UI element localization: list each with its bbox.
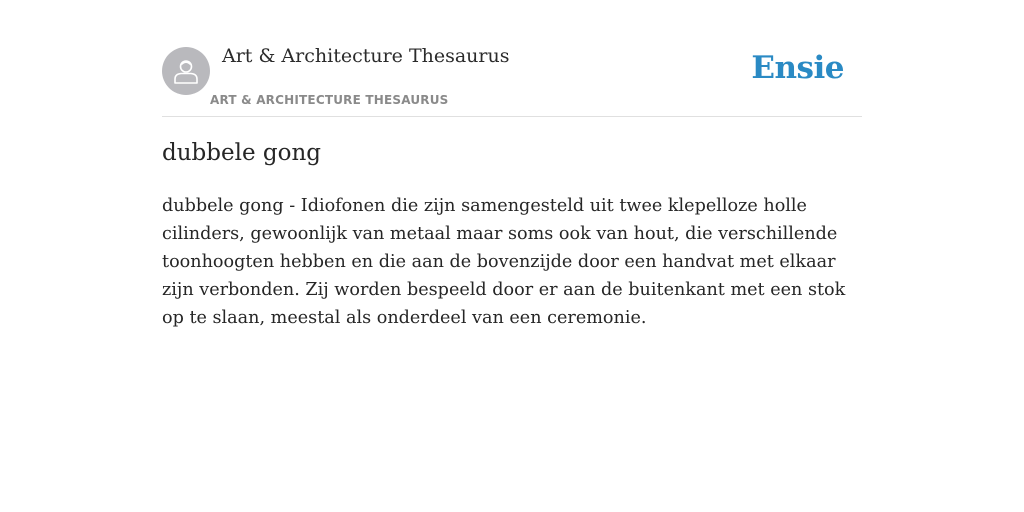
author-name[interactable]: Art & Architecture Thesaurus [222, 45, 510, 67]
brand-logo[interactable]: Ensie [751, 50, 844, 86]
user-icon [171, 56, 201, 86]
page-title: dubbele gong [162, 140, 321, 166]
author-subtitle[interactable]: ART & ARCHITECTURE THESAURUS [210, 93, 449, 107]
definition-text: dubbele gong - Idiofonen die zijn samengesteld uit twee klepelloze holle cilinders, gewoonlijk van metaal maar soms ook van hout, die verschillende toonhoogten hebben en die aan de bovenzijde door een handvat met elkaar zijn verbonden. Zij worden bespeeld door er aan de buitenkant met een stok op te slaan, meestal als onderdeel van een ceremonie. [162, 196, 846, 328]
card-header [162, 0, 862, 117]
ensie-card [162, 0, 862, 328]
avatar[interactable] [162, 47, 210, 95]
